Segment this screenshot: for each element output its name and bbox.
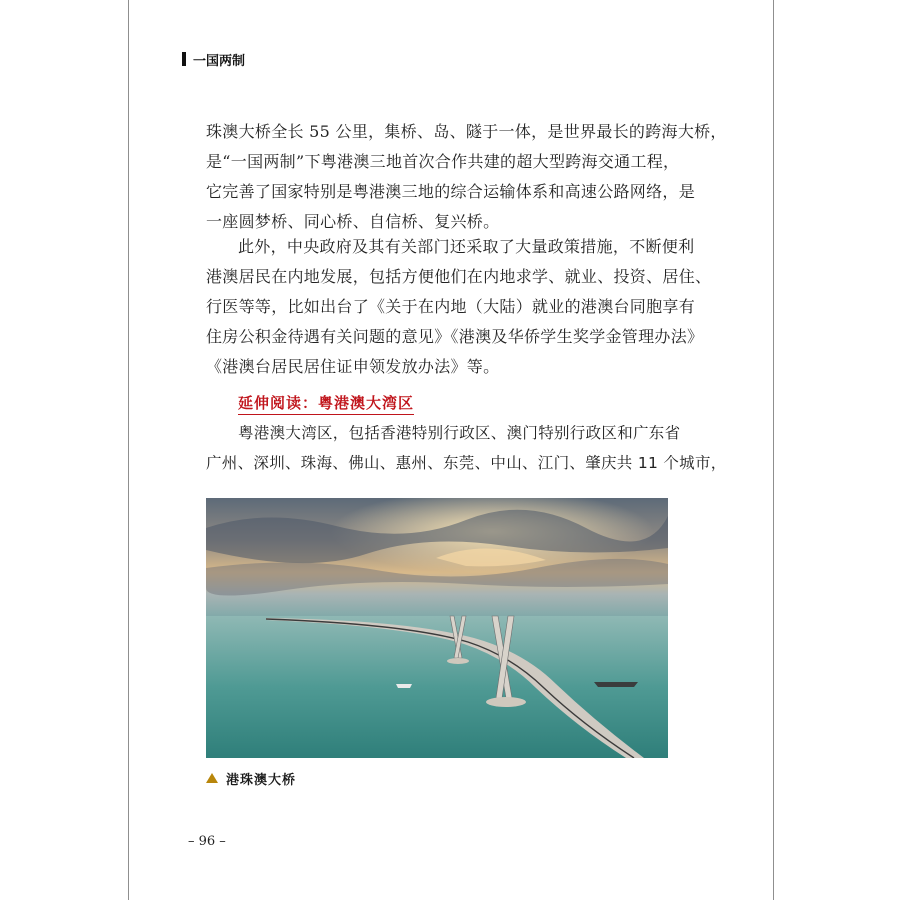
page-border-right — [773, 0, 774, 900]
paragraph-line: 广州、深圳、珠海、佛山、惠州、东莞、中山、江门、肇庆共 11 个城市， — [206, 454, 727, 472]
paragraph-line: 住房公积金待遇有关问题的意见》《港澳及华侨学生奖学金管理办法》 — [206, 327, 704, 346]
running-head — [182, 50, 245, 68]
running-head-title: 一国两制 — [193, 53, 246, 69]
extended-reading-heading: 延伸阅读：粤港澳大湾区 — [238, 392, 414, 415]
running-head-bar — [182, 52, 186, 66]
paragraph-line: 是“一国两制”下粤港澳三地首次合作共建的超大型跨海交通工程， — [206, 152, 680, 171]
paragraph-line: 港澳居民在内地发展，包括方便他们在内地求学、就业、投资、居住、 — [206, 267, 712, 286]
paragraph-line: 粤港澳大湾区，包括香港特别行政区、澳门特别行政区和广东省 — [238, 424, 681, 442]
page-border-left — [128, 0, 129, 900]
paragraph-line: 它完善了国家特别是粤港澳三地的综合运输体系和高速公路网络，是 — [206, 182, 696, 201]
paragraph-line: 一座圆梦桥、同心桥、自信桥、复兴桥。 — [206, 212, 500, 231]
caption-triangle-icon — [206, 773, 218, 783]
paragraph-line: 行医等等，比如出台了《关于在内地（大陆）就业的港澳台同胞享有 — [206, 297, 696, 316]
figure-caption — [206, 768, 296, 788]
paragraph-2 — [206, 232, 712, 382]
extended-reading-text — [206, 418, 727, 478]
paragraph-line: 《港澳台居民居住证申领发放办法》等。 — [206, 357, 500, 376]
page-number: – 96 – — [188, 834, 226, 849]
paragraph-1 — [206, 117, 727, 237]
paragraph-line: 珠澳大桥全长 55 公里，集桥、岛、隧于一体，是世界最长的跨海大桥， — [206, 122, 727, 141]
bridge-photo — [206, 498, 668, 758]
caption-text: 港珠澳大桥 — [226, 772, 297, 788]
paragraph-line: 此外，中央政府及其有关部门还采取了大量政策措施，不断便利 — [238, 237, 695, 256]
